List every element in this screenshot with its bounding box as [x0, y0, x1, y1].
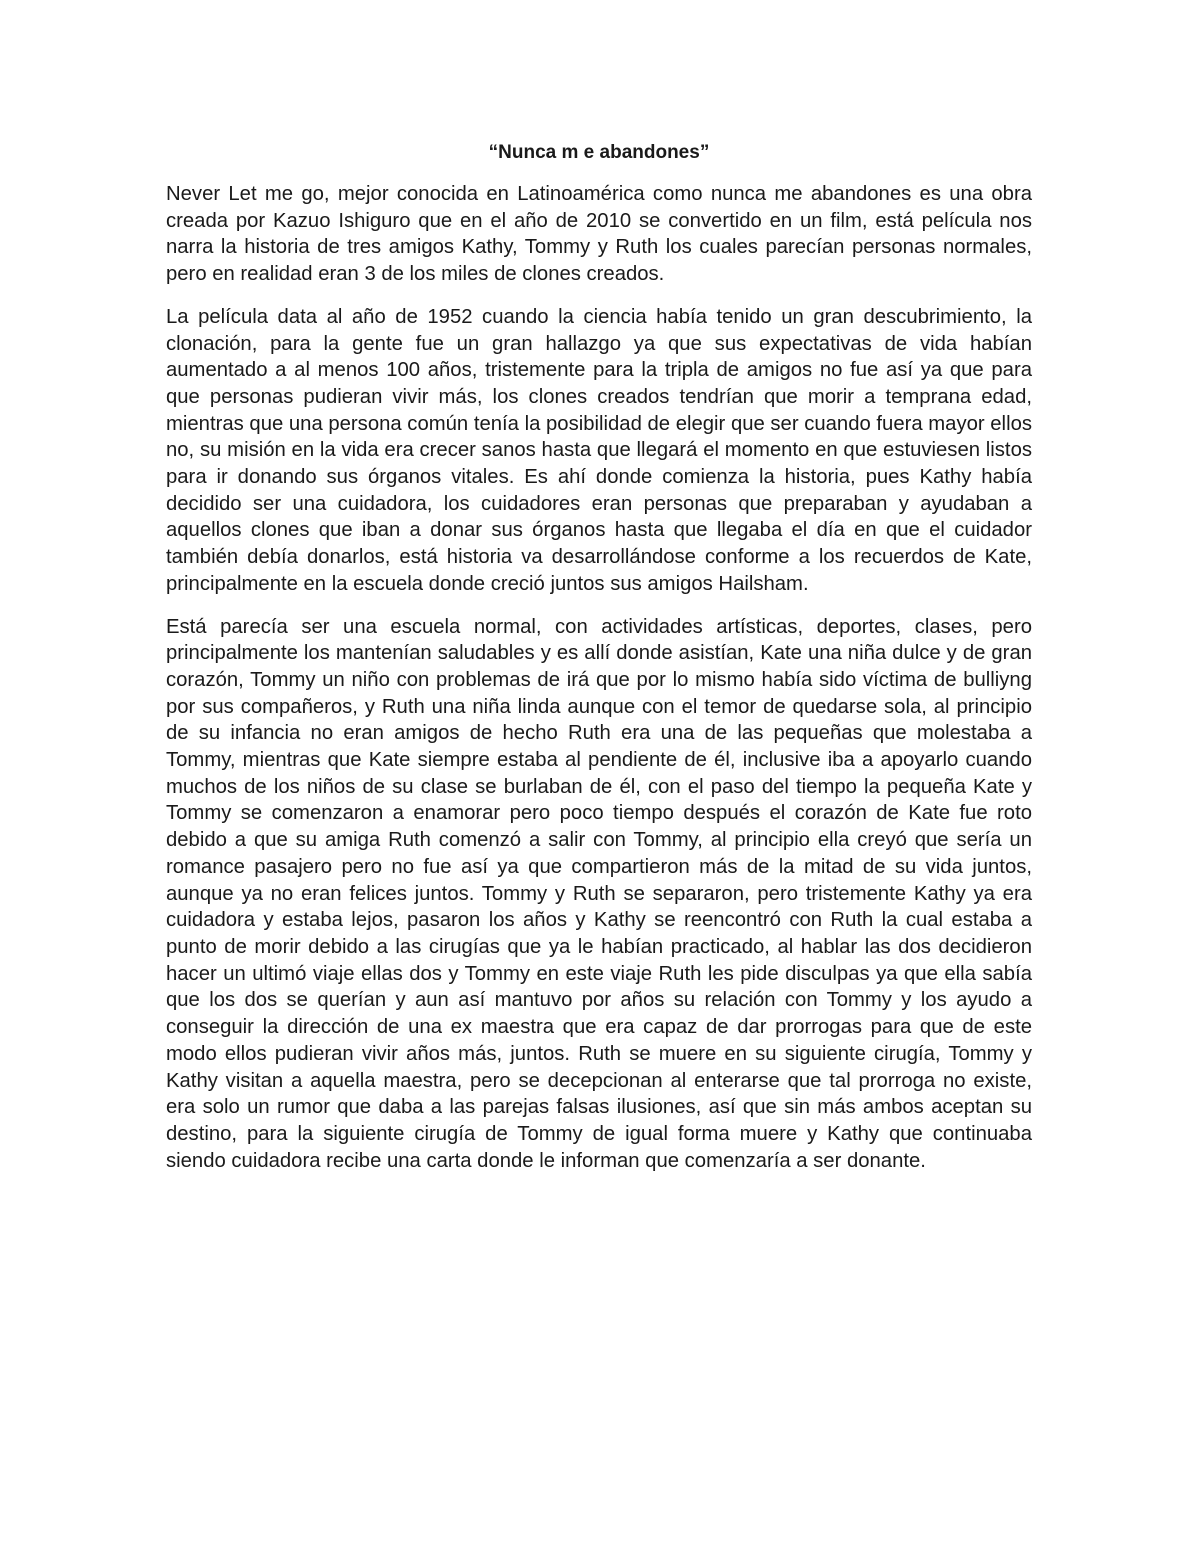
paragraph-plot: La película data al año de 1952 cuando la ciencia había tenido un gran descubrimiento, la clonación, para la gente fue un gran hallazgo ya que sus expectativas de vida habían aumentado a al menos 100 años, tristemente para la tripla de amigos no fue así ya que para que personas pudieran vivir más, los clones creados tendrían que morir a temprana edad, mientras que una persona común tenía la posibilidad de elegir que ser cuando fuera mayor ellos no, su misión en la vida era crecer sanos hasta que llegará el momento en que estuviesen listos para ir donando sus órganos vitales. Es ahí donde comienza la historia, pues Kathy había decidido ser una cuidadora, los cuidadores eran personas que preparaban y ayudaban a aquellos clones que iban a donar sus órganos hasta que llegaba el día en que el cuidador también debía donarlos, está historia va desarrollándose conforme a los recuerdos de Kate, principalmente en la escuela donde creció juntos sus amigos Hailsham.: [166, 305, 1032, 595]
document-title: “Nunca m e abandones”: [488, 142, 710, 163]
document-body: [166, 138, 1032, 1190]
paragraph-story: Está parecía ser una escuela normal, con actividades artísticas, deportes, clases, pero principalmente los mantenían saludables y es allí donde asistían, Kate una niña dulce y de gran corazón, Tommy un niño con problemas de irá que por lo mismo había sido víctima de bulliyng por sus compañeros, y Ruth una niña linda aunque con el temor de quedarse sola, al principio de su infancia no eran amigos de hecho Ruth era una de las pequeñas que molestaba a Tommy, mientras que Kate siempre estaba al pendiente de él, inclusive iba a apoyarlo cuando muchos de los niños de su clase se burlaban de él, con el paso del tiempo la pequeña Kate y Tommy se comenzaron a enamorar pero poco tiempo después el corazón de Kate fue roto debido a que su amiga Ruth comenzó a salir con Tommy, al principio ella creyó que sería un romance pasajero pero no fue así ya que compartieron más de la mitad de su vida juntos, aunque ya no eran felices juntos. Tommy y Ruth se separaron, pero tristemente Kathy ya era cuidadora y estaba lejos, pasaron los años y Kathy se reencontró con Ruth la cual estaba a punto de morir debido a las cirugías que ya le habían practicado, al hablar las dos decidieron hacer un ultimó viaje ellas dos y Tommy en este viaje Ruth les pide disculpas ya que ella sabía que los dos se querían y aun así mantuvo por años su relación con Tommy y los ayudo a conseguir la dirección de una ex maestra que era capaz de dar prorrogas para que de este modo ellos pudieran vivir años más, juntos. Ruth se muere en su siguiente cirugía, Tommy y Kathy visitan a aquella maestra, pero se decepcionan al enterarse que tal prorroga no existe, era solo un rumor que daba a las parejas falsas ilusiones, así que sin más ambos aceptan su destino, para la siguiente cirugía de Tommy de igual forma muere y Kathy que continuaba siendo cuidadora recibe una carta donde le informan que comenzaría a ser donante.: [166, 615, 1032, 1172]
paragraph-intro: Never Let me go, mejor conocida en Latinoamérica como nunca me abandones es una obra creada por Kazuo Ishiguro que en el año de 2010 se convertido en un film, está película nos narra la historia de tres amigos Kathy, Tommy y Ruth los cuales parecían personas normales, pero en realidad eran 3 de los miles de clones creados.: [166, 183, 1032, 286]
